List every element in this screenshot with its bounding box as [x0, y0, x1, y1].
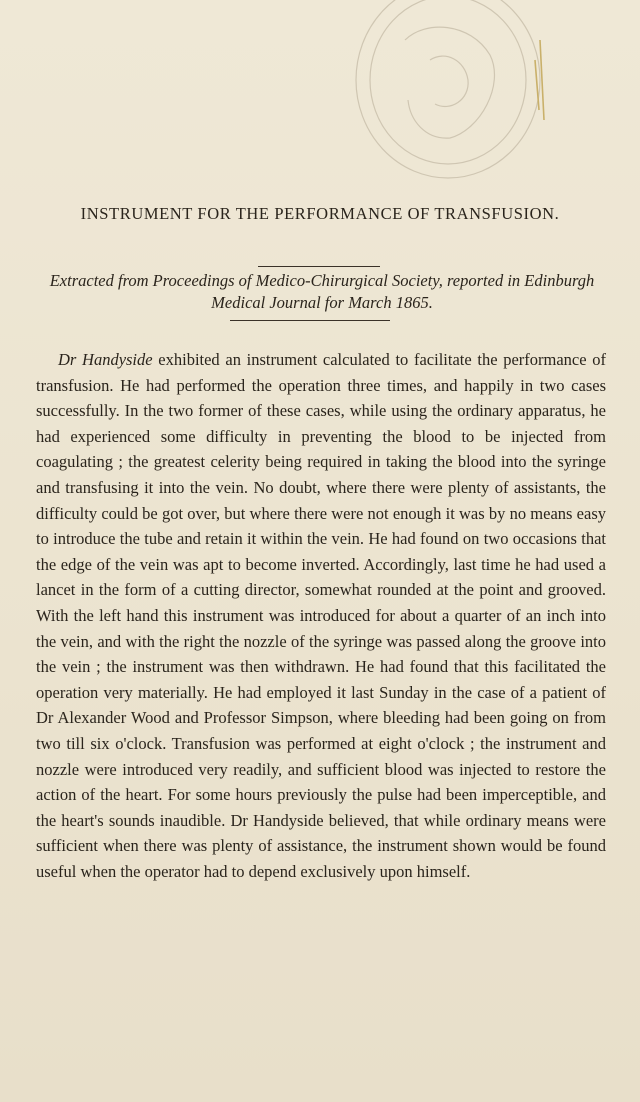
body-paragraph [36, 347, 606, 884]
document-title: INSTRUMENT FOR THE PERFORMANCE OF TRANSFUSION. [80, 204, 560, 223]
library-stamp-icon [330, 0, 560, 190]
citation-divider [230, 320, 390, 321]
author-name: Dr Handyside [58, 350, 153, 369]
body-text: exhibited an instrument calculated to facilitate the performance of transfusion. He had performed the operation three times, and happily in two cases successfully. In the two former of these cases, while using the ordinary apparatus, he had experienced some difficulty in preventing the blood to be injected from coagulating ; the greatest celerity being required in taking the blood into the syringe and transfusing it into the vein. No doubt, where there were plenty of assistants, the difficulty could be got over, but where there were not enough it was by no means easy to introduce the tube and retain it within the vein. He had found on two occasions that the edge of the vein was apt to become inverted. Accordingly, last time he had used a lancet in the form of a cutting director, somewhat rounded at the point and grooved. With the left hand this instrument was introduced for about a quarter of an inch into the vein, and with the right the nozzle of the syringe was passed along the groove into the vein ; the instrument was then withdrawn. He had found that this facilitated the operation very materially. He had employed it last Sunday in the case of a patient of Dr Alexander Wood and Professor Simpson, where bleeding had been going on from two till six o'clock. Transfusion was performed at eight o'clock ; the instrument and nozzle were introduced very readily, and sufficient blood was injected to restore the action of the heart. For some hours previously the pulse had been imperceptible, and the heart's sounds inaudible. Dr Handyside believed, that while ordinary means were sufficient when there was plenty of assistance, the instrument shown would be found useful when the operator had to depend exclusively upon himself. [36, 350, 606, 881]
source-line-1: Extracted from Proceedings of Medico-Chirurgical Society, reported in Edinburgh [49, 271, 595, 290]
source-line-2: Medical Journal for March 1865. [211, 293, 433, 312]
source-citation [34, 270, 610, 314]
title-divider [258, 266, 380, 267]
